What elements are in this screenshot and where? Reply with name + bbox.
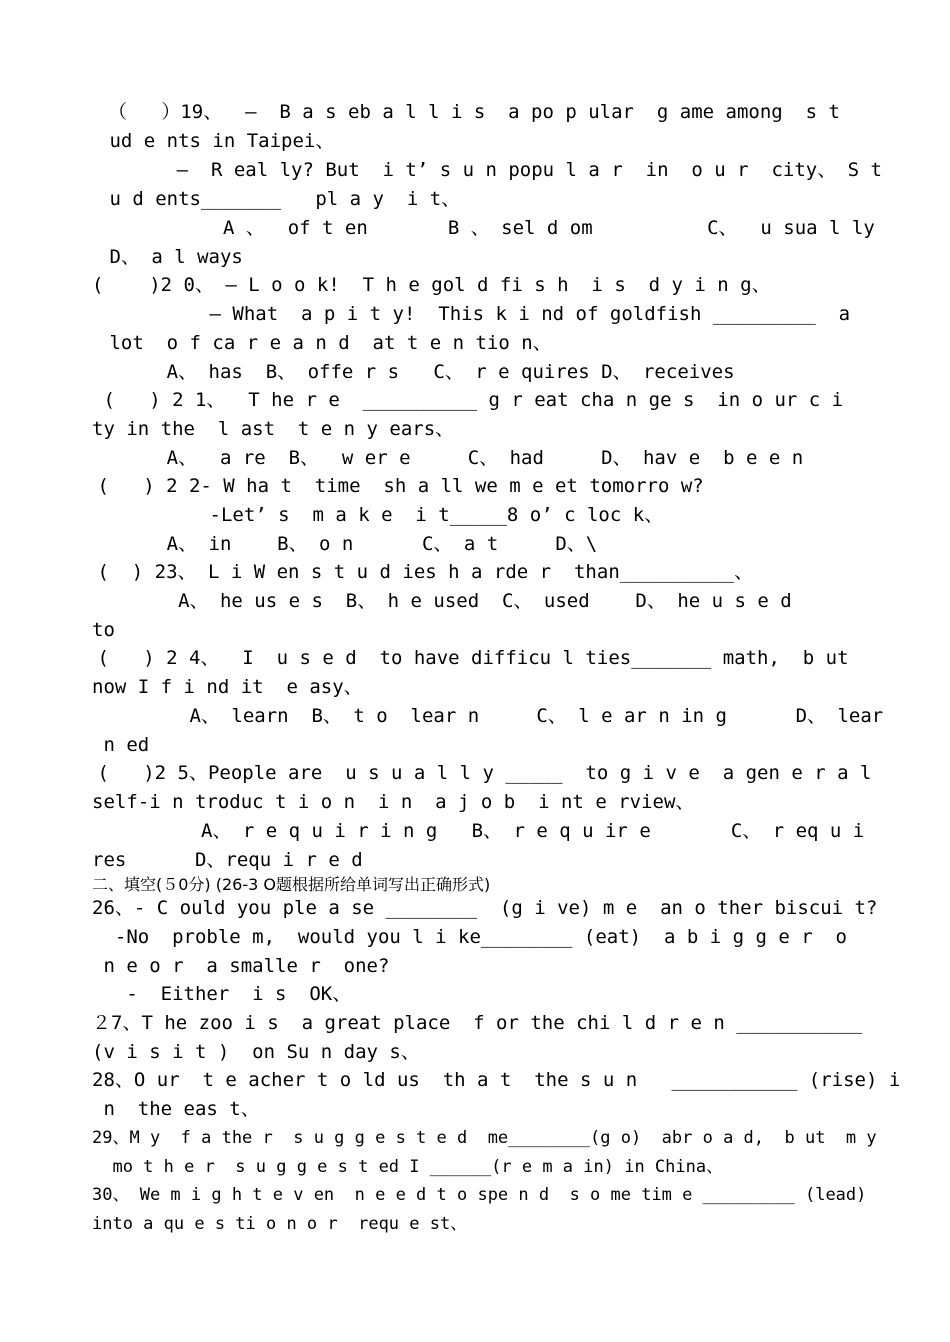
- q19-line-6: D、 a l ways: [98, 246, 243, 268]
- q27-line-1: ２7、T he zoo i s a great place f or the chi l d r e n ___________: [92, 1012, 863, 1034]
- q20-line-3: lot o f ca r e a n d at t e n tio n、: [98, 332, 552, 354]
- q23-line-1: ( ) 23、 L i W en s t u d ies h a rde r than__________、: [86, 561, 754, 583]
- q21-line-2: ty in the l ast t e n y ears、: [92, 418, 455, 440]
- q22-line-3: A、 in B、 o n C、 a t D、\: [98, 533, 598, 555]
- q25-line-3: A、 r e q u i r i n g B、 r e q u ir e C、 r eq u i: [98, 820, 865, 842]
- q29-line-1: 29、M y f a the r s u g g e s t e d me________(g o) abr o a d, b ut m y: [92, 1128, 877, 1148]
- q19-line-1: （ ）19、 — B a s eb a l l i s a po p ular g ame among s t: [108, 101, 840, 123]
- q24-line-4: n ed: [92, 734, 150, 756]
- q22-line-1: ( ) 2 2- W ha t time sh a ll we m e et tomorro w?: [86, 475, 704, 497]
- q26-line-2: -No proble m, would you l i ke________ (eat) a b i g g e r o: [92, 926, 847, 948]
- q24-line-3: A、 learn B、 t o lear n C、 l e ar n in g D、 lear: [98, 705, 884, 727]
- section-2-heading: 二、填空(５0分) (26-3 O题根据所给单词写出正确形式): [92, 875, 491, 894]
- q20-line-1: ( )2 0、 — L o o k! T h e gol d fi s h i s d y i n g、: [92, 274, 771, 296]
- q19-line-3: — R eal ly? But i t’ s u n popu l a r in o u r city、 S t: [108, 159, 882, 181]
- q22-line-2: -Let’ s m a k e i t_____8 o’ c loc k、: [118, 504, 664, 526]
- q24-line-1: ( ) 2 4、 I u s e d to have difficu l ties_______ math, b ut: [86, 647, 849, 669]
- q25-line-1: ( )2 5、People are u s u a l l y _____ to g i v e a gen e r a l: [86, 762, 872, 784]
- q30-line-1: 30、 We m i g h t e v en n e e d t o spe n d s o me tim e _________ (lead): [92, 1185, 867, 1205]
- q25-line-4: res D、requ i r e d: [92, 849, 363, 871]
- q30-line-2: into a qu e s ti o n o r requ e st、: [92, 1214, 468, 1234]
- q23-line-2: A、 he us e s B、 h e used C、 used D、 he u s e d: [98, 590, 792, 612]
- q27-line-2: (v i s i t ) on Su n day s、: [92, 1041, 420, 1063]
- q19-line-5: A 、 of t en B 、 sel d om C、 u sua l ly: [120, 217, 875, 239]
- q26-line-3: n e o r a smalle r one?: [92, 955, 390, 977]
- q26-line-4: - Either i s OK、: [92, 983, 352, 1005]
- q19-line-4: u d ents_______ pl a y i t、: [98, 188, 461, 210]
- q26-line-1: 26、- C ould you ple a se ________ (g i ve) m e an o ther biscui t?: [92, 897, 878, 919]
- q19-line-2: ud e nts in Taipei、: [98, 130, 335, 152]
- q28-line-1: 28、O ur t e acher t o ld us th a t the s u n ___________ (rise) i: [92, 1069, 901, 1091]
- q29-line-2: mo t h e r s u g g e s t ed I ______(r e m a in) in China、: [92, 1157, 724, 1177]
- q24-line-2: now I f i nd it e asy、: [92, 676, 363, 698]
- q25-line-2: self-i n troduc t i o n i n a j o b i nt e rview、: [92, 791, 695, 813]
- q21-line-3: A、 a re B、 w er e C、 had D、 hav e b e e n: [98, 447, 804, 469]
- q20-line-4: A、 has B、 offe r s C、 r e quires D、 receives: [98, 361, 735, 383]
- q20-line-2: — What a p i t y! This k i nd of goldfish _________ a: [118, 303, 851, 325]
- q21-line-1: ( ) 2 1、 T he r e __________ g r eat cha n ge s in o ur c i: [92, 389, 844, 411]
- q23-line-3: to: [92, 619, 115, 641]
- q28-line-2: n the eas t、: [92, 1098, 260, 1120]
